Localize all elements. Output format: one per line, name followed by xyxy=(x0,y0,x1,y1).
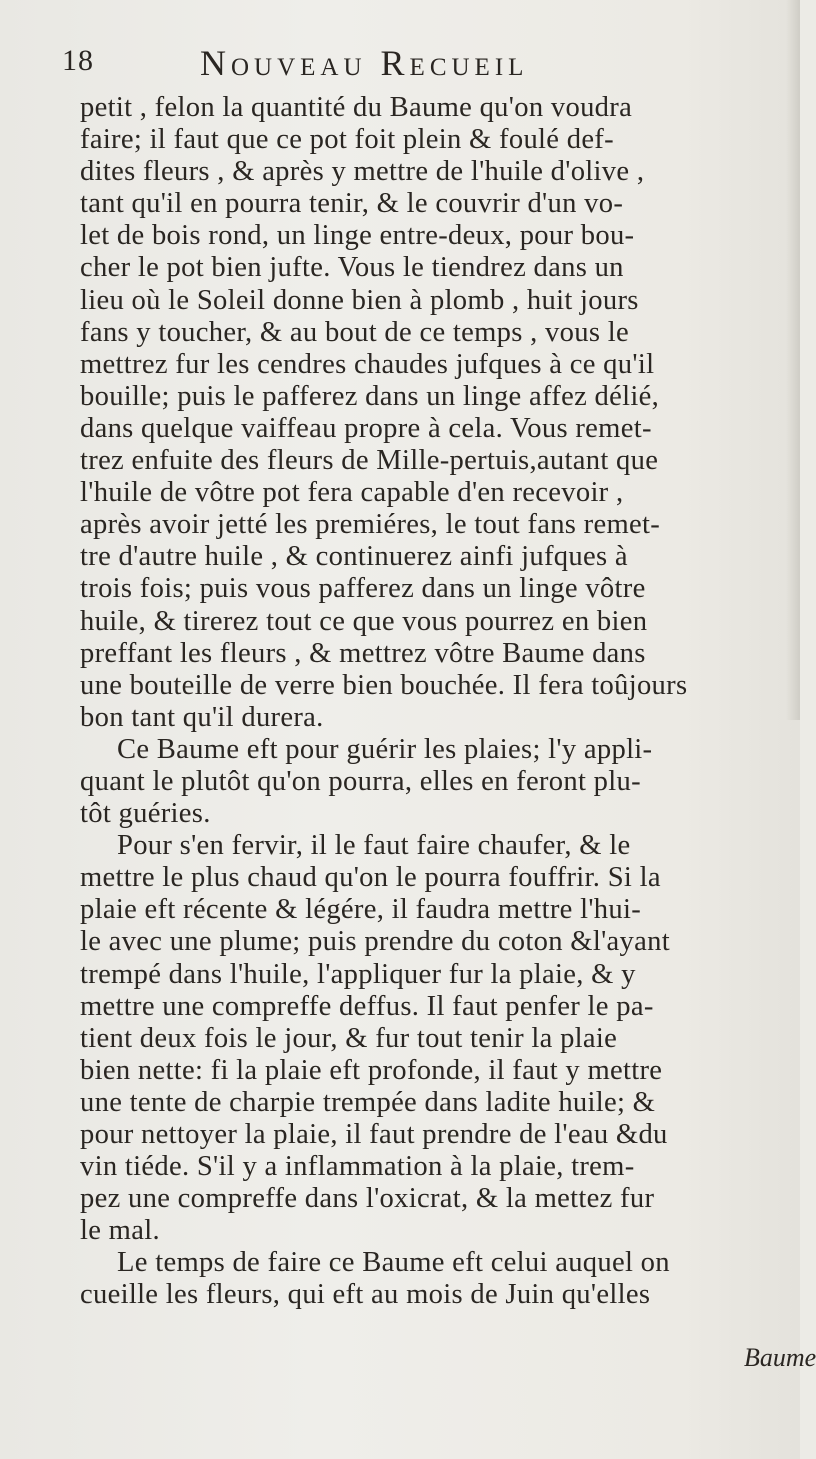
text-line: mettre une compreffe deffus. Il faut penfer le pa- xyxy=(80,990,654,1022)
text-line: petit , felon la quantité du Baume qu'on voudra xyxy=(80,92,633,123)
text-line: une bouteille de verre bien bouchée. Il fera toûjours xyxy=(80,669,688,701)
text-line: le avec une plume; puis prendre du coton &l'ayant xyxy=(80,926,670,958)
text-line: tôt guéries. xyxy=(80,798,211,830)
text-line: mettre le plus chaud qu'on le pourra fouffrir. Si la xyxy=(80,862,661,894)
text-line: mettrez fur les cendres chaudes jufques à ce qu'il xyxy=(80,348,655,380)
text-line: trempé dans l'huile, l'appliquer fur la plaie, & y xyxy=(80,958,636,990)
text-line: vin tiéde. S'il y a inflammation à la plaie, trem- xyxy=(80,1151,635,1183)
text-line: let de bois rond, un linge entre-deux, pour bou- xyxy=(80,220,635,252)
page-number: 18 xyxy=(62,44,94,77)
text-line: pour nettoyer la plaie, il faut prendre de l'eau &du xyxy=(80,1119,668,1150)
paragraph-start-line: Ce Baume eft pour guérir les plaies; l'y appli- xyxy=(117,733,653,765)
paragraph-start-line: Le temps de faire ce Baume eft celui auquel on xyxy=(117,1247,670,1279)
text-line: lieu où le Soleil donne bien à plomb , huit jours xyxy=(80,284,639,316)
text-line: bouille; puis le pafferez dans un linge affez délié, xyxy=(80,380,660,412)
text-line: trois fois; puis vous pafferez dans un linge vôtre xyxy=(80,573,646,605)
text-line: le mal. xyxy=(80,1215,160,1247)
running-title: Nouveau Recueil xyxy=(200,43,529,83)
text-line: fans y toucher, & au bout de ce temps , vous le xyxy=(80,316,629,348)
text-line: dites fleurs , & après y mettre de l'huile d'olive , xyxy=(80,156,645,188)
text-line: après avoir jetté les premiéres, le tout fans remet- xyxy=(80,509,661,541)
paragraph-start-line: Pour s'en fervir, il le faut faire chaufer, & le xyxy=(117,830,631,862)
body-text xyxy=(80,92,795,1312)
text-line: l'huile de vôtre pot fera capable d'en recevoir , xyxy=(80,477,624,509)
text-line: faire; il faut que ce pot foit plein & foulé def- xyxy=(80,124,614,156)
text-line: une tente de charpie trempée dans ladite huile; & xyxy=(80,1086,656,1118)
text-line: quant le plutôt qu'on pourra, elles en feront plu- xyxy=(80,765,641,797)
text-line: dans quelque vaiffeau propre à cela. Vous remet- xyxy=(80,412,652,444)
text-line: bien nette: fi la plaie eft profonde, il faut y mettre xyxy=(80,1054,663,1086)
text-line: cueille les fleurs, qui eft au mois de Juin qu'elles xyxy=(80,1279,651,1311)
text-line: bon tant qu'il durera. xyxy=(80,701,324,733)
text-line: tant qu'il en pourra tenir, & le couvrir d'un vo- xyxy=(80,188,624,220)
text-line: huile, & tirerez tout ce que vous pourrez en bien xyxy=(80,605,648,637)
catchword: Baume xyxy=(744,1343,816,1372)
text-line: pez une compreffe dans l'oxicrat, & la mettez fur xyxy=(80,1183,655,1215)
text-line: tre d'autre huile , & continuerez ainfi jufques à xyxy=(80,541,628,573)
text-line: trez enfuite des fleurs de Mille-pertuis,autant que xyxy=(80,445,659,477)
text-line: cher le pot bien jufte. Vous le tiendrez dans un xyxy=(80,252,624,284)
running-head xyxy=(62,42,752,88)
text-line: preffant les fleurs , & mettrez vôtre Baume dans xyxy=(80,637,646,669)
text-line: tient deux fois le jour, & fur tout tenir la plaie xyxy=(80,1022,618,1054)
text-line: plaie eft récente & légére, il faudra mettre l'hui- xyxy=(80,894,642,926)
